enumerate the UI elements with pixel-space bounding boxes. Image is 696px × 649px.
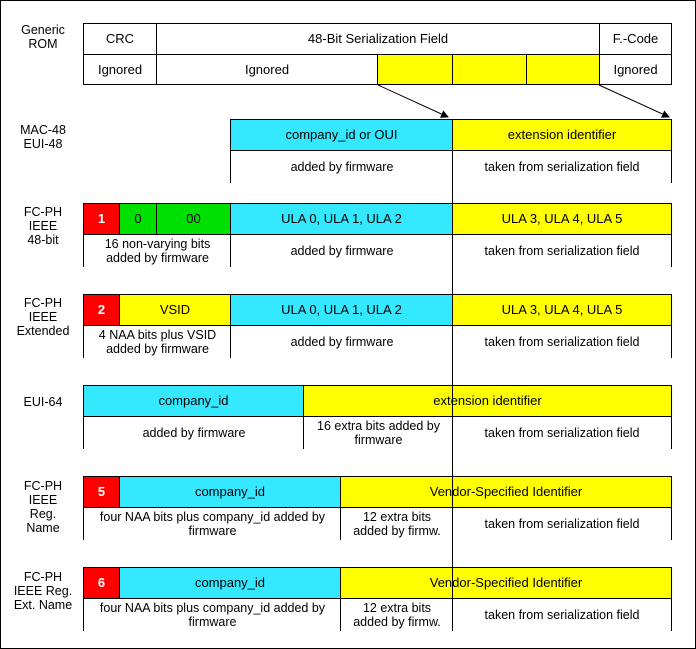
fcph48-note-firmware-text: added by firmware: [290, 244, 394, 258]
eui64-note-serial-text: taken from serialization field: [484, 426, 640, 440]
eui64-extension-text: extension identifier: [433, 393, 542, 408]
connector-lines: [1, 1, 695, 648]
reg-naa-text: 5: [97, 484, 106, 499]
fcph48-doublezero-text: 00: [186, 211, 201, 226]
regext-vendor-text: Vendor-Specified Identifier: [429, 575, 583, 590]
fcph48-note-serial-text: taken from serialization field: [484, 244, 640, 258]
rom-label-text: Generic ROM: [21, 23, 65, 51]
eui64-label-text: EUI-64: [23, 395, 63, 409]
fcphext-note-serial-text: taken from serialization field: [484, 335, 640, 349]
ignored-text-2: Ignored: [244, 61, 290, 77]
fcphext-ula-company-text: ULA 0, ULA 1, ULA 2: [281, 302, 402, 317]
reg-company-text: company_id: [194, 484, 266, 499]
crc-text: CRC: [105, 31, 135, 46]
regext-label-text: FC-PH IEEE Reg. Ext. Name: [13, 570, 73, 612]
regext-company-text: company_id: [194, 575, 266, 590]
fcphext-naa-text: 2: [97, 302, 106, 317]
mac48-company-text: company_id or OUI: [285, 127, 398, 142]
regext-naa-text: 6: [97, 575, 106, 590]
ignored-text-1: Ignored: [97, 61, 143, 77]
regext-note-serial-text: taken from serialization field: [484, 608, 640, 622]
eui64-company-text: company_id: [158, 393, 229, 408]
reg-note-extra-text: 12 extra bits added by firmw.: [353, 510, 441, 538]
fcph48-ula-company-text: ULA 0, ULA 1, ULA 2: [281, 211, 402, 226]
fcph48-naa-text: 1: [97, 211, 106, 226]
reg-label-text: FC-PH IEEE Reg. Name: [23, 479, 63, 535]
arrow-serial-to-mac: [378, 85, 448, 117]
fcphext-note-firmware-text: added by firmware: [290, 335, 394, 349]
fcphext-ula-serial-text: ULA 3, ULA 4, ULA 5: [501, 302, 623, 317]
fcphext-label-text: FC-PH IEEE Extended: [16, 296, 70, 338]
regext-note-naa-text: four NAA bits plus company_id added by firmware: [99, 601, 326, 629]
fcph48-note-fixed-text: 16 non-varying bits added by firmware: [104, 237, 211, 265]
reg-note-naa-text: four NAA bits plus company_id added by firmware: [99, 510, 326, 538]
fcph48-ula-serial-text: ULA 3, ULA 4, ULA 5: [501, 211, 623, 226]
fcphext-vsid-text: VSID: [159, 302, 191, 317]
reg-note-serial-text: taken from serialization field: [484, 517, 640, 531]
reg-vendor-text: Vendor-Specified Identifier: [429, 484, 583, 499]
mac48-extension-text: extension identifier: [507, 127, 617, 142]
eui64-note-extra-text: 16 extra bits added by firmware: [317, 419, 440, 447]
serialization-text: 48-Bit Serialization Field: [307, 31, 449, 46]
arrow-fcode-to-mac: [599, 85, 669, 117]
mac48-note-serial-text: taken from serialization field: [484, 160, 640, 174]
regext-note-extra-text: 12 extra bits added by firmw.: [353, 601, 441, 629]
fcphext-note-naa-text: 4 NAA bits plus VSID added by firmware: [98, 328, 217, 356]
fcode-text: F.-Code: [612, 31, 659, 46]
mac48-label-text: MAC-48 EUI-48: [20, 123, 66, 151]
mac48-note-firmware-text: added by firmware: [290, 160, 394, 174]
fcph48-zero-text: 0: [134, 211, 142, 226]
fcph48-label-text: FC-PH IEEE 48-bit: [23, 205, 63, 247]
eui64-note-firmware-text: added by firmware: [142, 426, 246, 440]
ignored-text-3: Ignored: [613, 61, 658, 77]
